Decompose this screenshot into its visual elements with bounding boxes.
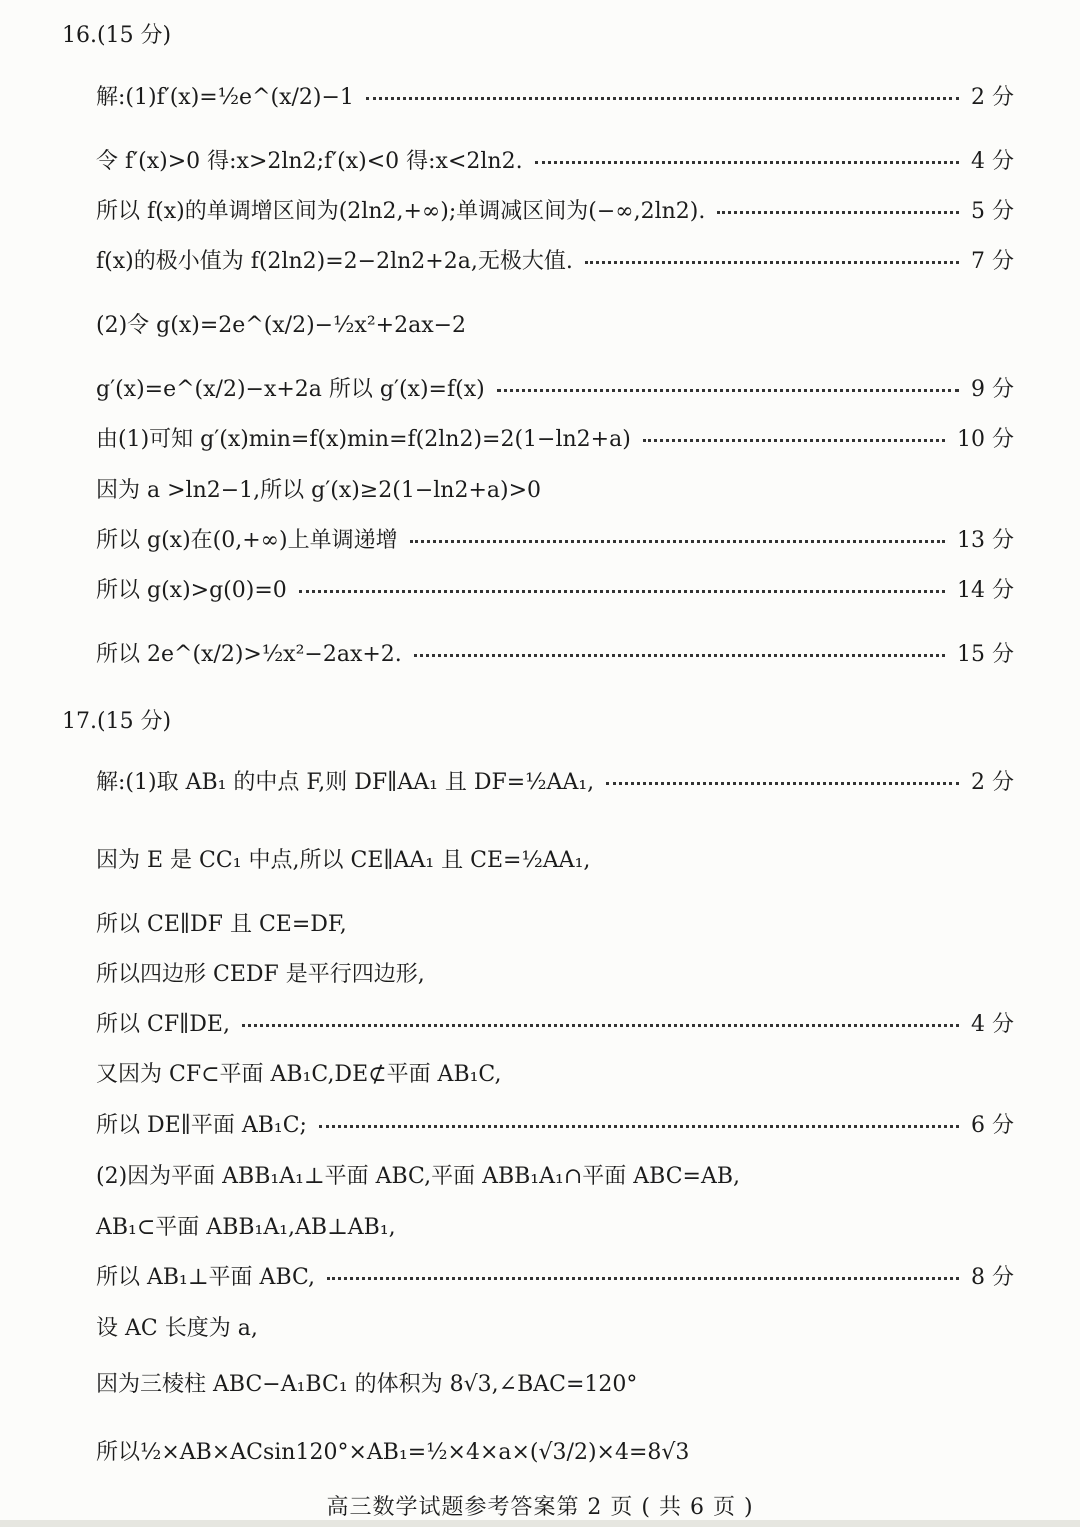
dot-leader	[299, 590, 945, 593]
q17-line-7	[96, 1103, 1014, 1143]
dot-leader	[643, 439, 945, 442]
q16-line-text: 所以 f(x)的单调增区间为(2ln2,+∞);单调减区间为(−∞,2ln2).	[96, 198, 706, 224]
score-mark: 15 分	[957, 641, 1014, 667]
q16-line-9	[96, 518, 1014, 558]
q16-line-4	[96, 239, 1014, 279]
q17-line-8	[96, 1154, 1014, 1194]
q16-line-8	[96, 468, 1014, 508]
q17-line-4	[96, 952, 1014, 992]
score-mark: 8 分	[971, 1264, 1014, 1290]
q16-line-1	[96, 75, 1014, 115]
score-mark: 13 分	[957, 527, 1014, 553]
q16-line-6	[96, 367, 1014, 407]
q16-line-text: 所以 2e^(x/2)>½x²−2ax+2.	[96, 641, 402, 667]
q17-line-text: AB₁⊂平面 ABB₁A₁,AB⊥AB₁,	[96, 1214, 396, 1240]
score-mark: 2 分	[971, 84, 1014, 110]
dot-leader	[410, 540, 945, 543]
q16-line-2	[96, 139, 1014, 179]
q16-line-text: 由(1)可知 g′(x)min=f(x)min=f(2ln2)=2(1−ln2+a)	[96, 426, 631, 452]
q16-line-text: 所以 g(x)>g(0)=0	[96, 577, 287, 603]
q17-line-10	[96, 1255, 1014, 1295]
page-bottom-edge	[0, 1520, 1080, 1527]
q16-line-text: 令 f′(x)>0 得:x>2ln2;f′(x)<0 得:x<2ln2.	[96, 148, 523, 174]
q16-line-7	[96, 417, 1014, 457]
q17-line-text: 又因为 CF⊂平面 AB₁C,DE⊄平面 AB₁C,	[96, 1061, 502, 1087]
dot-leader	[319, 1125, 959, 1128]
score-mark: 4 分	[971, 148, 1014, 174]
dot-leader	[717, 211, 959, 214]
q16-line-text: (2)令 g(x)=2e^(x/2)−½x²+2ax−2	[96, 312, 467, 338]
q17-line-text: 所以 CF∥DE,	[96, 1011, 230, 1037]
q16-line-3	[96, 189, 1014, 229]
q17-line-text: 设 AC 长度为 a,	[96, 1315, 258, 1341]
q17-line-text: 所以 DE∥平面 AB₁C;	[96, 1112, 307, 1138]
score-mark: 7 分	[971, 248, 1014, 274]
q17-line-6	[96, 1052, 1014, 1092]
q16-line-5	[96, 303, 1014, 343]
score-mark: 5 分	[971, 198, 1014, 224]
q17-line-2	[96, 838, 1014, 878]
q17-line-text: 所以四边形 CEDF 是平行四边形,	[96, 961, 425, 987]
dot-leader	[585, 261, 959, 264]
dot-leader	[606, 782, 959, 785]
q16-line-text: f(x)的极小值为 f(2ln2)=2−2ln2+2a,无极大值.	[96, 248, 573, 274]
q16-line-text: 所以 g(x)在(0,+∞)上单调递增	[96, 527, 398, 553]
dot-leader	[366, 97, 959, 100]
q17-line-3	[96, 902, 1014, 942]
dot-leader	[535, 161, 959, 164]
q17-line-text: 所以 AB₁⊥平面 ABC,	[96, 1264, 316, 1290]
score-mark: 9 分	[971, 376, 1014, 402]
q17-line-text: (2)因为平面 ABB₁A₁⊥平面 ABC,平面 ABB₁A₁∩平面 ABC=AB,	[96, 1163, 741, 1189]
q17-line-text: 所以 CE∥DF 且 CE=DF,	[96, 911, 347, 937]
q17-line-5	[96, 1002, 1014, 1042]
score-mark: 10 分	[957, 426, 1014, 452]
dot-leader	[497, 389, 959, 392]
score-mark: 4 分	[971, 1011, 1014, 1037]
q17-line-text: 解:(1)取 AB₁ 的中点 F,则 DF∥AA₁ 且 DF=½AA₁,	[96, 769, 595, 795]
q17-line-9	[96, 1205, 1014, 1245]
q17-line-text: 因为 E 是 CC₁ 中点,所以 CE∥AA₁ 且 CE=½AA₁,	[96, 847, 591, 873]
q16-line-11	[96, 632, 1014, 672]
score-mark: 6 分	[971, 1112, 1014, 1138]
q17-line-12	[96, 1362, 1014, 1402]
q16-line-10	[96, 568, 1014, 608]
q17-line-11	[96, 1306, 1014, 1346]
dot-leader	[414, 654, 945, 657]
q17-line-text: 所以½×AB×ACsin120°×AB₁=½×4×a×(√3/2)×4=8√3	[96, 1439, 690, 1465]
dot-leader	[327, 1277, 959, 1280]
q17-line-13	[96, 1430, 1014, 1470]
page-footer: 高三数学试题参考答案第 2 页 ( 共 6 页 )	[326, 1495, 754, 1520]
q16-line-text: g′(x)=e^(x/2)−x+2a 所以 g′(x)=f(x)	[96, 376, 485, 402]
q17-header: 17.(15 分)	[62, 709, 172, 734]
q16-line-text: 因为 a >ln2−1,所以 g′(x)≥2(1−ln2+a)>0	[96, 477, 542, 503]
q16-line-text: 解:(1)f′(x)=½e^(x/2)−1	[96, 84, 354, 110]
dot-leader	[242, 1024, 959, 1027]
score-mark: 2 分	[971, 769, 1014, 795]
score-mark: 14 分	[957, 577, 1014, 603]
q17-line-text: 因为三棱柱 ABC−A₁BC₁ 的体积为 8√3,∠BAC=120°	[96, 1371, 638, 1397]
q16-header: 16.(15 分)	[62, 23, 172, 48]
q17-line-1	[96, 760, 1014, 800]
